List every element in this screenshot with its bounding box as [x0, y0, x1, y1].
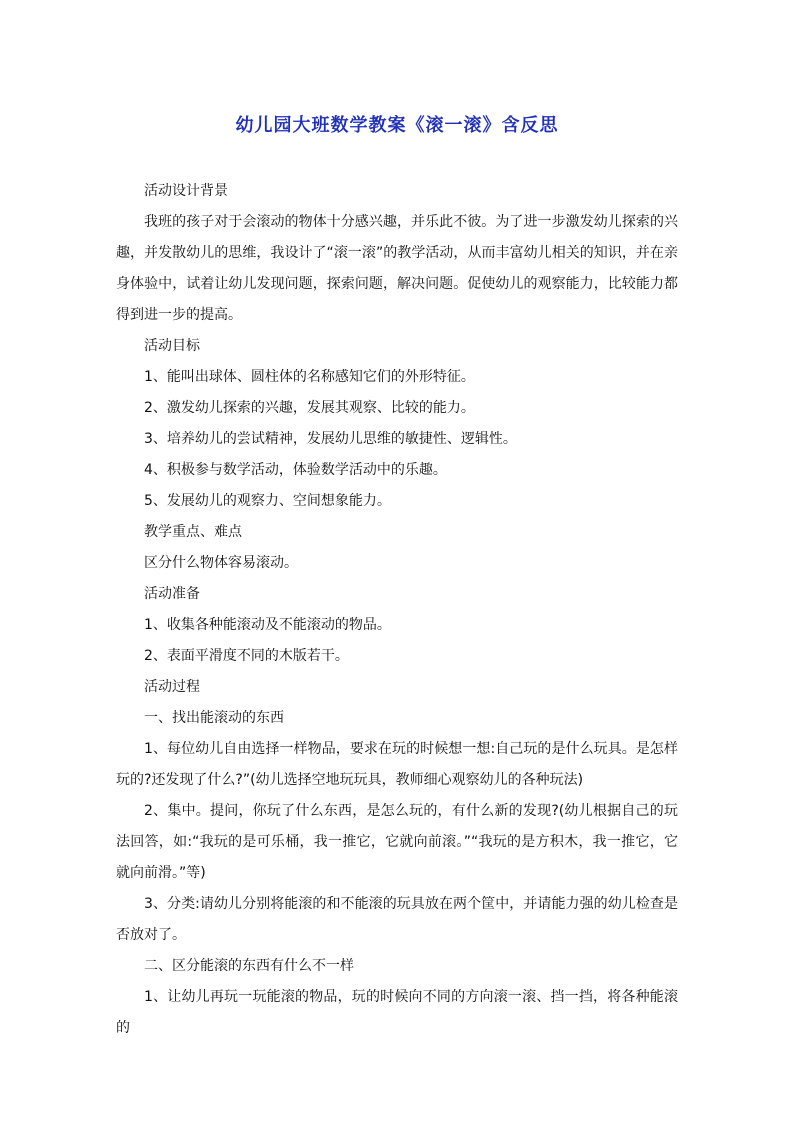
section2-title: 二、区分能滚的东西有什么不一样 [144, 958, 354, 974]
prep-item: 1、收集各种能滚动及不能滚动的物品。 [144, 617, 391, 633]
key-points-text: 区分什么物体容易滚动。 [144, 555, 298, 571]
section1-paragraph: 3、分类:请幼儿分别将能滚的和不能滚的玩具放在两个筐中，并请能力强的幼儿检查是否放对了。 [116, 896, 678, 943]
heading-process: 活动过程 [144, 679, 200, 695]
heading-goals: 活动目标 [144, 338, 200, 354]
section2-paragraph: 1、让幼儿再玩一玩能滚的物品，玩的时候向不同的方向滚一滚、挡一挡，将各种能滚的 [116, 989, 678, 1036]
heading-key-points: 教学重点、难点 [144, 524, 242, 540]
goal-item: 1、能叫出球体、圆柱体的名称感知它们的外形特征。 [144, 369, 475, 385]
document-title: 幼儿园大班数学教案《滚一滚》含反思 [235, 115, 559, 136]
heading-preparation: 活动准备 [144, 586, 200, 602]
section1-paragraph: 1、每位幼儿自由选择一样物品，要求在玩的时候想一想:自己玩的是什么玩具。是怎样玩的?还发现了什么?”(幼儿选择空地玩玩具，教师细心观察幼儿的各种玩法) [116, 741, 678, 788]
section1-paragraph: 2、集中。提问，你玩了什么东西，是怎么玩的，有什么新的发现?(幼儿根据自己的玩法回答，如:“我玩的是可乐桶，我一推它，它就向前滚。”“我玩的是方积木，我一推它，它就向前滑。”等) [116, 803, 678, 881]
prep-item: 2、表面平滑度不同的木版若干。 [144, 648, 349, 664]
goal-item: 4、积极参与数学活动，体验数学活动中的乐趣。 [144, 462, 447, 478]
goal-item: 3、培养幼儿的尝试精神，发展幼儿思维的敏捷性、逻辑性。 [144, 431, 517, 447]
goal-item: 2、激发幼儿探索的兴趣，发展其观察、比较的能力。 [144, 400, 475, 416]
heading-background: 活动设计背景 [144, 183, 228, 199]
section1-title: 一、找出能滚动的东西 [144, 710, 284, 726]
goal-item: 5、发展幼儿的观察力、空间想象能力。 [144, 493, 391, 509]
document-body [116, 176, 678, 1044]
background-paragraph: 我班的孩子对于会滚动的物体十分感兴趣，并乐此不彼。为了进一步激发幼儿探索的兴趣，并发散幼儿的思维，我设计了“滚一滚”的教学活动，从而丰富幼儿相关的知识，并在亲身体验中，试着让幼儿发现问题，探索问题，解决问题。促使幼儿的观察能力，比较能力都得到进一步的提高。 [116, 214, 678, 323]
